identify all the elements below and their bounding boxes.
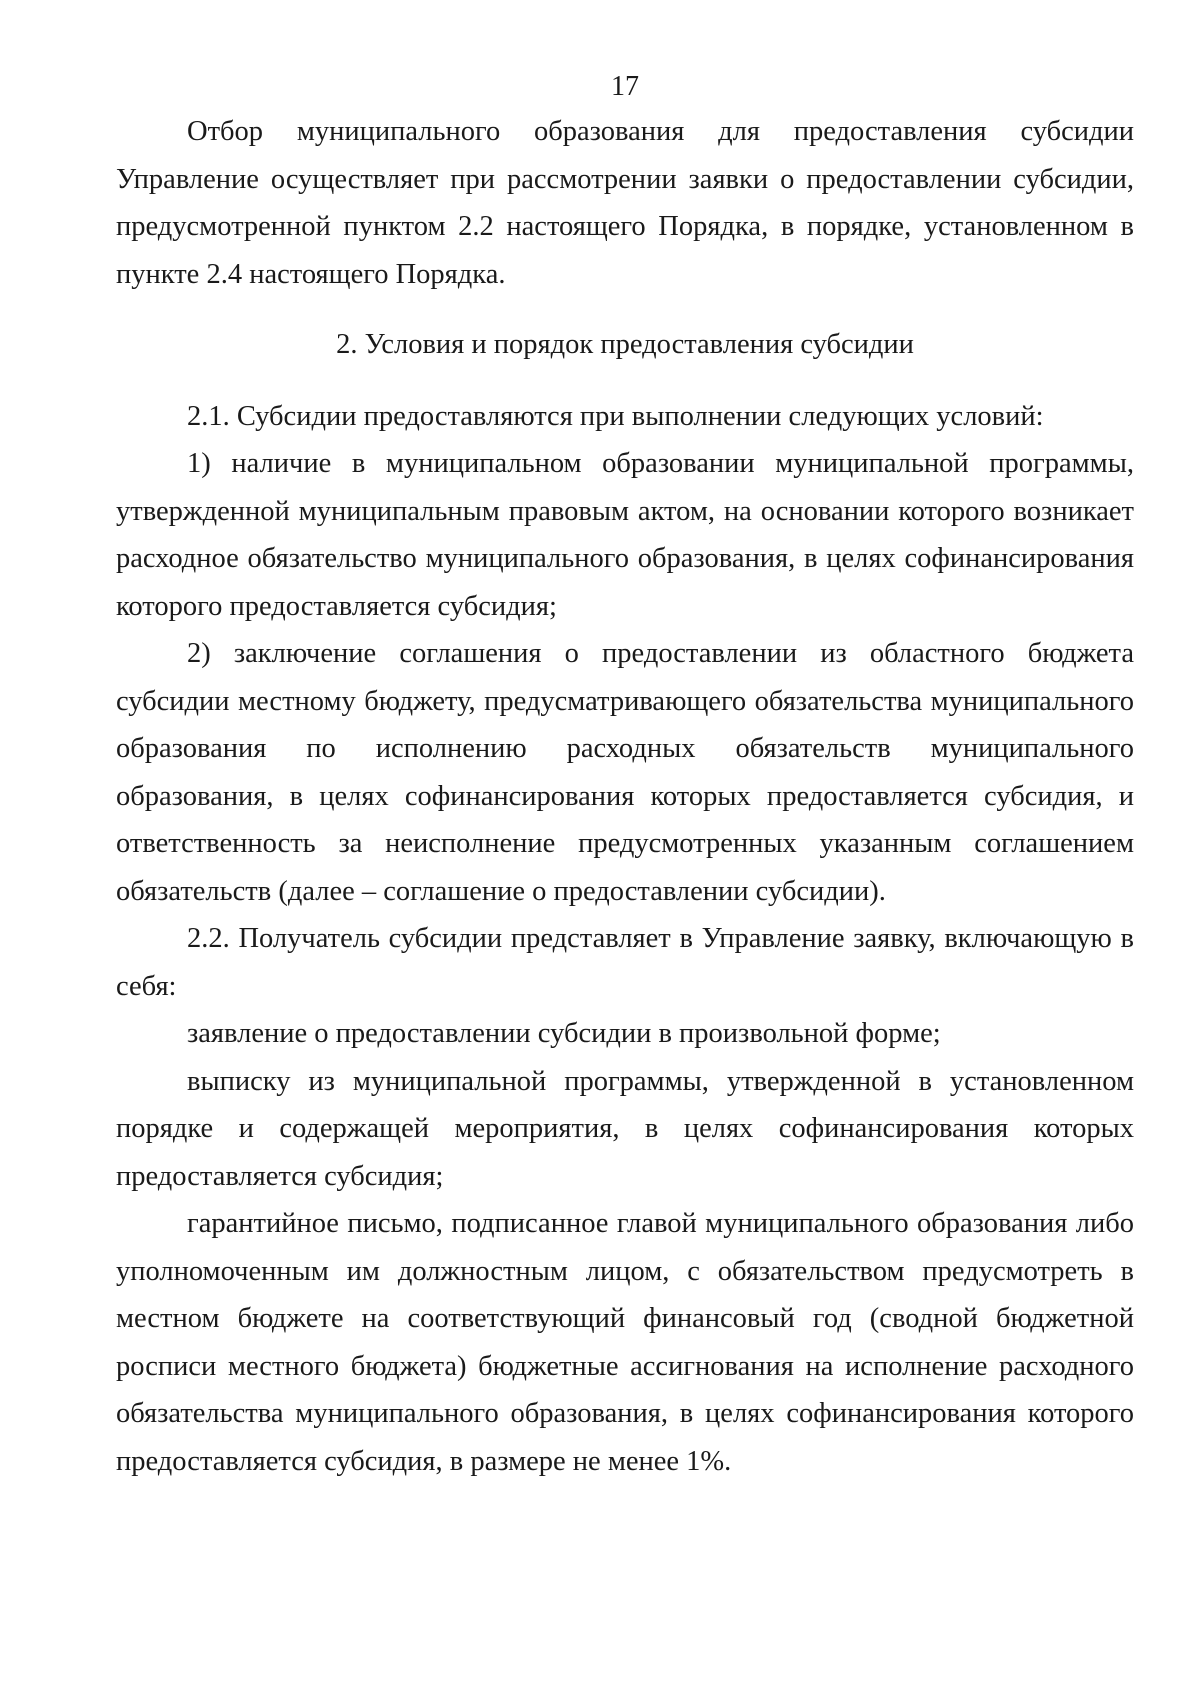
section-heading: 2. Условия и порядок предоставления субсидии bbox=[336, 329, 914, 360]
page-number: 17 bbox=[611, 71, 639, 102]
paragraph-condition-2: 2) заключение соглашения о предоставлении из областного бюджета субсидии местному бюджету, предусматривающего обязательства муниципального образования по исполнению расходных обязательств муниципального образования, в целях софинансирования которых предоставляется субсидия, и ответственность за неисполнение предусмотренных указанным соглашением обязательств (далее – соглашение о предоставлении субсидии). bbox=[116, 638, 1134, 907]
paragraph-application-statement: заявление о предоставлении субсидии в произвольной форме; bbox=[187, 1018, 941, 1049]
paragraph-program-extract: выписку из муниципальной программы, утвержденной в установленном порядке и содержащей мероприятия, в целях софинансирования которых предоставляется субсидия; bbox=[116, 1065, 1134, 1192]
intro-paragraph: Отбор муниципального образования для предоставления субсидии Управление осуществляет при рассмотрении заявки о предоставлении субсидии, предусмотренной пунктом 2.2 настоящего Порядка, в порядке, установленном в пункте 2.4 настоящего Порядка. bbox=[116, 116, 1134, 290]
paragraph-2-2: 2.2. Получатель субсидии представляет в Управление заявку, включающую в себя: bbox=[116, 923, 1134, 1002]
document-body bbox=[116, 108, 1134, 1485]
paragraph-2-1: 2.1. Субсидии предоставляются при выполнении следующих условий: bbox=[187, 400, 1044, 432]
paragraph-guarantee-letter: гарантийное письмо, подписанное главой муниципального образования либо уполномоченным им должностным лицом, с обязательством предусмотреть в местном бюджете на соответствующий финансовый год (сводной бюджетной росписи местного бюджета) бюджетные ассигнования на исполнение расходного обязательства муниципального образования, в целях софинансирования которого предоставляется субсидия, в размере не менее 1%. bbox=[116, 1208, 1134, 1477]
paragraph-condition-1: 1) наличие в муниципальном образовании муниципальной программы, утвержденной муниципальным правовым актом, на основании которого возникает расходное обязательство муниципального образования, в целях софинансирования которого предоставляется субсидия; bbox=[116, 448, 1134, 622]
